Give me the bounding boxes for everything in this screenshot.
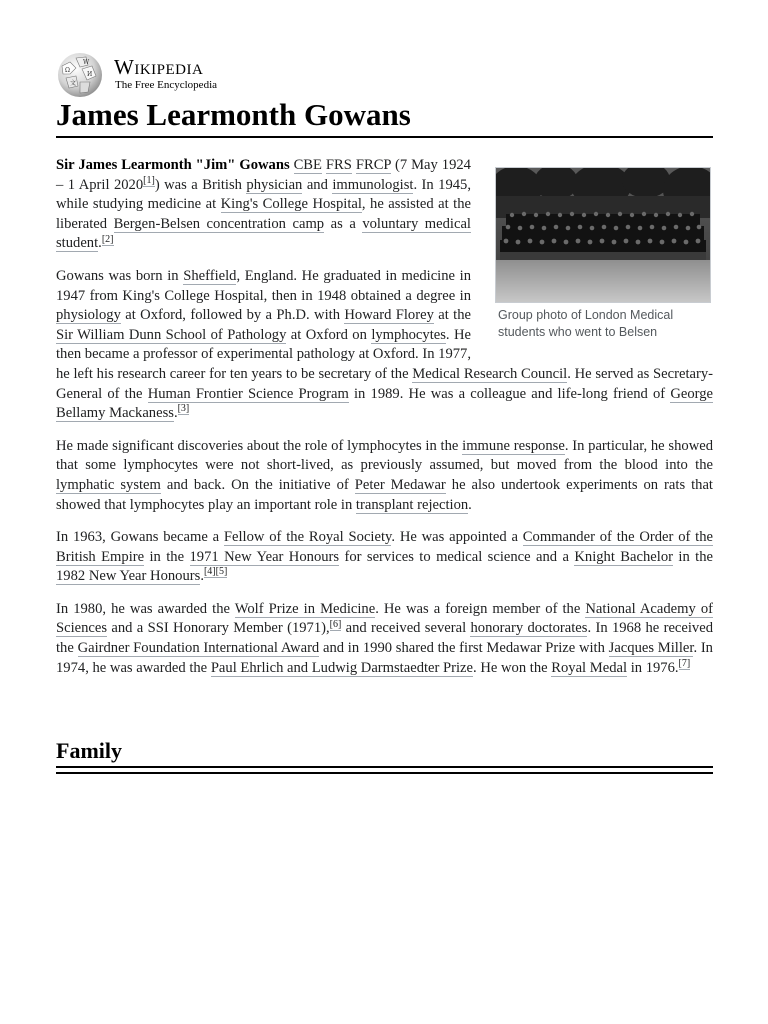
text-run: He made significant discoveries about the role of lymphocytes in the	[56, 437, 463, 454]
text-run: . In particular, he showed that some lymphocytes were not short-lived, as previously assumed, but moved from the blood into the	[56, 437, 714, 474]
text-run: . He was a foreign member of the	[375, 600, 586, 617]
text-run: he also undertook experiments on rats that showed that lymphocytes play an important role in	[56, 476, 713, 513]
citation-link[interactable]: [3]	[177, 403, 190, 415]
wiki-link[interactable]: King's College Hospital	[220, 196, 362, 213]
text-run: . In 1945, while studying medicine at	[56, 176, 471, 213]
text-run: and	[302, 176, 333, 193]
text-run: and a SSI Honorary Member (1971),	[107, 620, 330, 637]
text-run: at Oxford, followed by a Ph.D. with	[120, 307, 345, 324]
section-heading-family: Family	[56, 736, 713, 768]
text-run: . He served as Secretary-General of the	[56, 365, 713, 402]
text-run: at Oxford on	[286, 326, 372, 343]
wiki-link[interactable]: Fellow of the Royal Society	[223, 529, 392, 546]
bold-subject-name: Sir James Learmonth "Jim" Gowans	[56, 157, 290, 173]
paragraph-intro	[56, 156, 713, 254]
text-run: .	[468, 496, 472, 513]
image-caption: Group photo of London Medical students who went to Belsen	[498, 308, 674, 339]
text-run: and received several	[341, 620, 471, 637]
wiki-link[interactable]: Bergen-Belsen concentration camp	[113, 215, 325, 232]
text-run: and in 1990 shared the first Medawar Prize with	[319, 640, 609, 657]
citation-superscript	[330, 619, 342, 631]
wiki-link[interactable]: Peter Medawar	[354, 476, 446, 493]
citation-superscript	[102, 234, 114, 246]
wiki-link[interactable]: lymphocytes	[371, 326, 446, 343]
article-body	[56, 156, 713, 691]
text-run: ) was a British	[154, 176, 247, 193]
globe-icon	[56, 52, 104, 98]
section-divider	[56, 772, 713, 774]
wiki-link[interactable]: 1982 New Year Honours	[56, 568, 201, 585]
wiki-link[interactable]: lymphatic system	[56, 476, 161, 493]
wiki-link[interactable]: Royal Medal	[551, 659, 628, 676]
text-run: . He won the	[473, 659, 552, 676]
svg-text:Ω: Ω	[65, 67, 70, 74]
wiki-link[interactable]: Human Frontier Science Program	[147, 385, 349, 402]
text-run: in the	[672, 548, 713, 565]
text-run: , he assisted at the liberated	[56, 196, 472, 232]
text-run: In 1980, he was awarded the	[56, 600, 235, 617]
text-run: for services to medical science and a	[339, 548, 575, 565]
text-run	[290, 157, 294, 173]
citation-superscript	[216, 566, 228, 578]
wiki-link[interactable]: Sir William Dunn School of Pathology	[56, 326, 287, 343]
text-run: In 1963, Gowans became a	[56, 529, 224, 546]
text-run: in 1989. He was a colleague and life-long friend of	[348, 385, 671, 402]
citation-link[interactable]: [4]	[203, 566, 216, 578]
wiki-link[interactable]: Sheffield	[183, 267, 237, 284]
text-run: at the	[433, 307, 471, 324]
citation-link[interactable]: [7]	[678, 657, 691, 669]
svg-text:W: W	[83, 59, 90, 66]
wiki-link[interactable]: Jacques Miller	[608, 640, 694, 657]
text-run: .	[200, 568, 204, 585]
paragraph-awards	[56, 600, 713, 678]
text-run: as a	[324, 215, 363, 232]
wiki-link[interactable]: CBE	[293, 157, 322, 173]
paragraph-honours	[56, 528, 713, 587]
wiki-link[interactable]: Howard Florey	[344, 307, 434, 324]
wiki-link[interactable]: voluntary medical student	[56, 215, 471, 252]
wiki-link[interactable]: honorary doctorates	[470, 620, 588, 637]
wiki-link[interactable]: 1971 New Year Honours	[189, 548, 340, 565]
wiki-link[interactable]: Paul Ehrlich and Ludwig Darmstaedter Prize	[210, 659, 474, 676]
wiki-link[interactable]: immune response	[462, 437, 565, 454]
text-run: in the	[144, 548, 190, 565]
text-run: . In 1974, he was awarded the	[56, 640, 713, 676]
text-run: . He then became a professor of experimental pathology at Oxford. In 1977, he left his research career for ten years to be secretary of the	[56, 326, 471, 382]
svg-text:И: И	[87, 71, 93, 78]
tagline: The Free Encyclopedia	[115, 79, 218, 91]
wiki-link[interactable]: Knight Bachelor	[574, 548, 673, 565]
text-run: .	[98, 235, 102, 252]
citation-superscript	[143, 175, 155, 187]
wikipedia-logo[interactable]	[56, 52, 256, 100]
page-title: James Learmonth Gowans	[56, 95, 713, 138]
wiki-link[interactable]: FRS	[325, 157, 352, 173]
text-run: and back. On the initiative of	[160, 476, 355, 493]
wiki-link[interactable]: immunologist	[332, 176, 414, 193]
text-run: . In 1968 he received the	[56, 620, 713, 657]
text-run: .	[173, 405, 178, 422]
citation-link[interactable]: [1]	[143, 174, 155, 186]
wiki-link[interactable]: physiology	[56, 307, 121, 324]
citation-superscript	[178, 403, 190, 415]
wiki-link[interactable]: Medical Research Council	[412, 365, 568, 382]
wiki-link[interactable]: National Academy of Sciences	[56, 600, 713, 637]
citation-link[interactable]: [6]	[329, 618, 342, 630]
text-run: , England. He graduated in medicine in 1947 from King's College Hospital, then in 1948 obtained a degree in	[56, 267, 471, 304]
wiki-link[interactable]: FRCP	[355, 157, 392, 173]
wiki-link[interactable]: physician	[246, 176, 303, 193]
paragraph-research	[56, 437, 713, 515]
text-run: . He was appointed a	[391, 529, 523, 546]
wiki-link[interactable]: Wolf Prize in Medicine	[234, 600, 376, 617]
wordmark: Wikipedia	[114, 55, 204, 79]
text-run: in 1976.	[627, 659, 679, 676]
wiki-link[interactable]: George Bellamy Mackaness	[56, 385, 714, 422]
citation-link[interactable]: [5]	[215, 566, 228, 578]
citation-superscript	[679, 658, 691, 670]
wiki-link[interactable]: transplant rejection	[355, 496, 469, 513]
text-run: (7 May 1924 – 1 April 2020	[56, 157, 471, 193]
citation-superscript	[204, 566, 216, 578]
svg-text:文: 文	[70, 80, 77, 87]
text-run: Gowans was born in	[56, 267, 184, 284]
wiki-link[interactable]: Gairdner Foundation International Award	[77, 640, 320, 657]
citation-link[interactable]: [2]	[101, 233, 114, 245]
wiki-link[interactable]: Commander of the Order of the British Empire	[56, 529, 713, 565]
